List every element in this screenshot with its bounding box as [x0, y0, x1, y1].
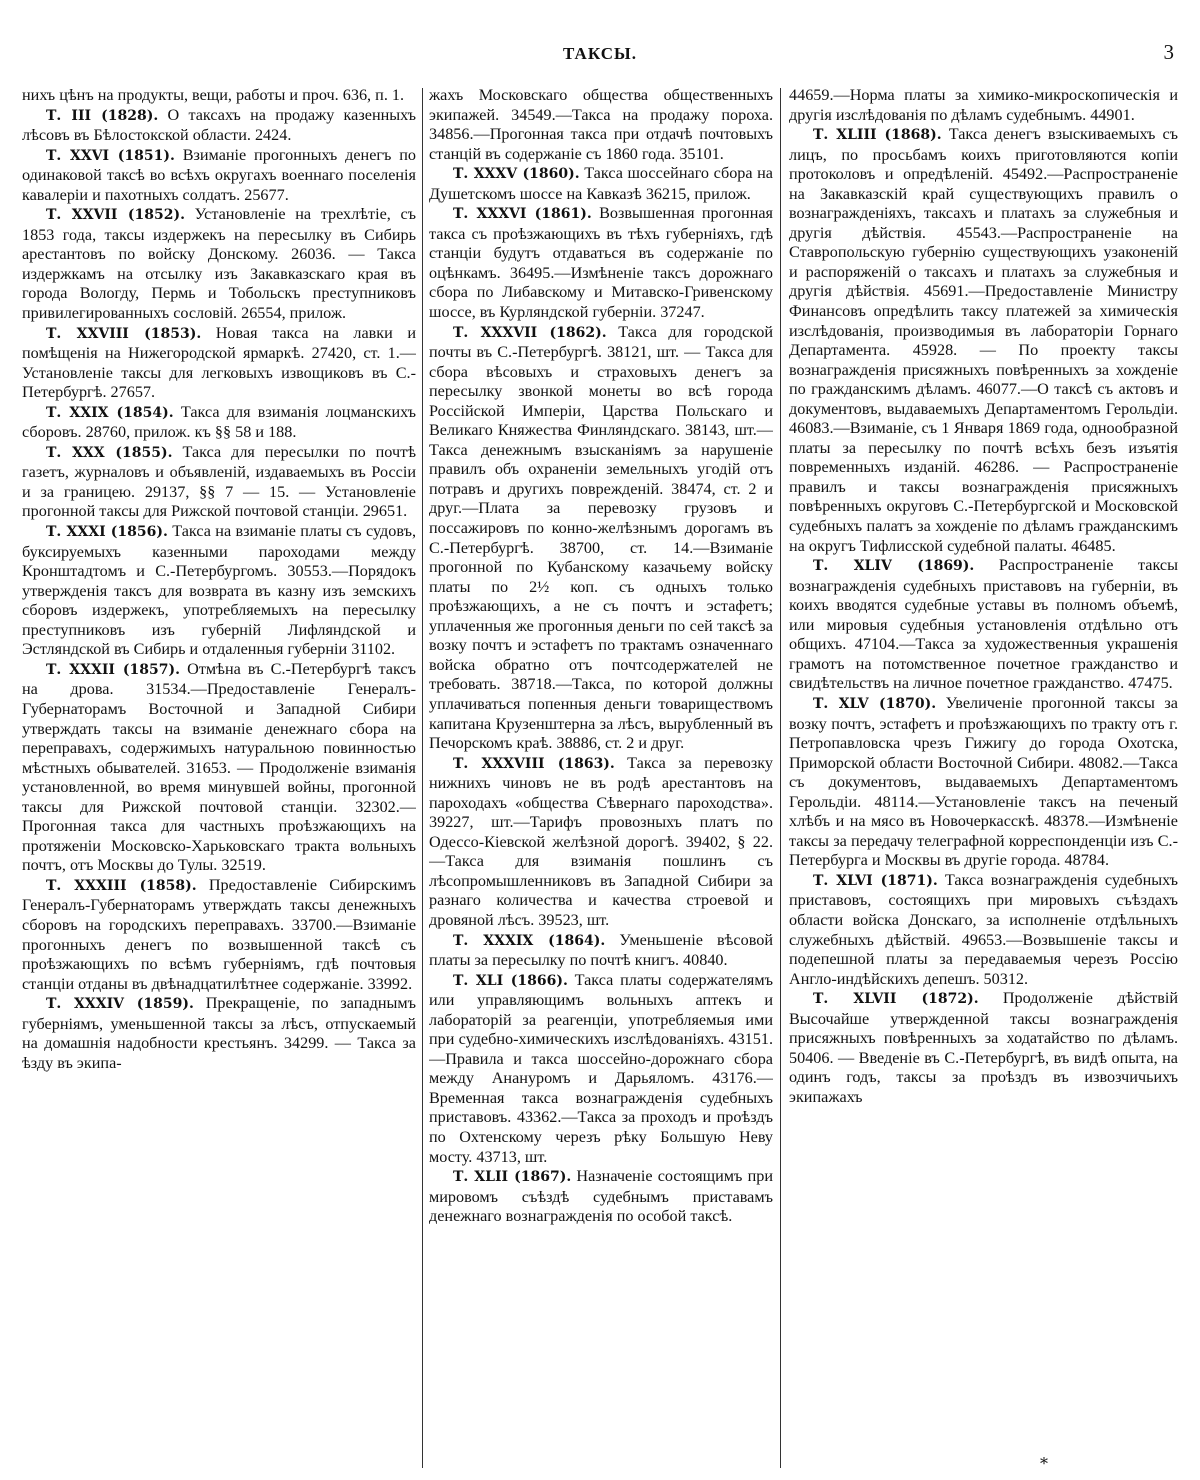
index-entry	[22, 403, 416, 443]
index-entry	[22, 205, 416, 323]
volume-year-lead: Т. XLI (1866).	[453, 972, 568, 989]
entry-text: Предоставленіе Сибирскимъ Генералъ-Губернаторамъ утверждать таксы денежныхъ сборовъ на городскихъ переправахъ. 33700.—Взиманіе прогонныхъ денегъ по возвышенной таксѣ съ проѣзжающихъ по всѣмъ губерніямъ, гдѣ почтовыя станціи отданы въ двѣнадцатилѣтнее содержаніе. 33992.	[22, 875, 416, 993]
volume-year-lead: Т. XLIII (1868).	[813, 127, 942, 144]
entry-text: Такса платы содержателямъ или управляющимъ вольныхъ аптекъ и лабораторій за реагенціи, употребляемыя ими при судебно-химическихъ изслѣдованіяхъ. 43151.—Правила и такса шоссейно-дорожнаго сбора между Анануромъ и Дарьяломъ. 43176.—Временная такса вознагражденія судебныхъ приставовъ. 43362.—Такса за проходъ и проѣздъ по Охтенскому черезъ рѣку Большую Неву мосту. 43713, шт.	[429, 970, 773, 1166]
entry-text: О таксахъ на продажу казенныхъ лѣсовъ въ Бѣлостокской области. 2424.	[22, 105, 416, 145]
entry-text: Взиманіе прогонныхъ денегъ по одинаковой таксѣ во всѣхъ округахъ военнаго поселенія кавалеріи и пахотныхъ солдатъ. 25677.	[22, 145, 416, 204]
volume-year-lead: Т. XXXVIII (1863).	[453, 755, 615, 772]
volume-year-lead: Т. XXXI (1856).	[46, 524, 168, 541]
entry-text: Такса вознагражденія судебныхъ приставовъ, состоящихъ при мировыхъ съѣздахъ области войска Донскаго, за исполненіе отдѣльныхъ служебныхъ дѣйствій. 49653.—Возвышеніе таксы и подепешной платы за передаваемыя черезъ Россію Англо-индѣйскихъ депешъ. 50312.	[789, 870, 1178, 988]
entry-text: Увеличеніе прогонной таксы за возку почтъ, эстафетъ и проѣзжающихъ по тракту отъ г. Петропавловска чрезъ Гижигу до города Охотска, Приморской области Восточной Сибири. 48082.—Такса съ документовъ, выдаваемыхъ Департаментомъ Герольдіи. 48114.—Установленіе таксъ на печеный хлѣбъ и на мясо въ Новочеркасскѣ. 48378.—Измѣненіе таксы за передачу телеграфной корреспонденціи изъ С.-Петербурга и Москвы въ другіе города. 48784.	[789, 693, 1178, 870]
index-entry	[429, 323, 773, 754]
volume-year-lead: Т. XXXIII (1858).	[46, 877, 197, 894]
index-entry	[22, 324, 416, 403]
index-entry	[429, 164, 773, 204]
entry-text: 44659.—Норма платы за химико-микроскопическія и другія изслѣдованія по дѣламъ судебнымъ. 44901.	[789, 86, 1178, 124]
column-1	[22, 86, 416, 1471]
volume-year-lead: Т. XXXVII (1862).	[453, 324, 607, 341]
index-entry	[789, 989, 1178, 1107]
index-entry	[22, 106, 416, 146]
index-entry	[22, 660, 416, 876]
entry-text: Возвышенная прогонная такса съ проѣзжающихъ въ тѣхъ губерніяхъ, гдѣ станціи будутъ отдаваться въ содержаніе по оцѣнкамъ. 36495.—Измѣненіе таксъ дорожнаго сбора по Либавскому и Митавско-Гривенскому шоссе, въ Курляндской губерніи. 37247.	[429, 204, 773, 322]
volume-year-lead: Т. XXXIX (1864).	[453, 932, 606, 949]
volume-year-lead: Т. XXIX (1854).	[46, 404, 174, 421]
volume-year-lead: Т. III (1828).	[46, 107, 159, 124]
volume-year-lead: Т. XXX (1855).	[46, 444, 173, 461]
column-divider	[780, 88, 781, 1468]
index-entry	[789, 125, 1178, 556]
volume-year-lead: Т. XXXIV (1859).	[46, 996, 194, 1013]
volume-year-lead: Т. XLII (1867).	[453, 1169, 572, 1186]
index-entry	[789, 556, 1178, 694]
entry-text: жахъ Московскаго общества общественныхъ экипажей. 34549.—Такса на продажу пороха. 34856.—Прогонная такса при отдачѣ почтовыхъ станцій въ содержаніе съ 1860 года. 35101.	[429, 86, 773, 163]
index-entry	[789, 871, 1178, 989]
index-entry	[22, 876, 416, 994]
signature-mark: *	[1040, 1454, 1048, 1473]
running-title: ТАКСЫ.	[563, 44, 637, 63]
entry-text: Уменьшеніе вѣсовой платы за пересылку по почтѣ книгъ. 40840.	[429, 930, 773, 970]
volume-year-lead: Т. XXXVI (1861).	[453, 206, 592, 223]
entry-text: Такса денегъ взыскиваемыхъ съ лицъ, по просьбамъ коихъ приготовляются копіи протоколовъ и опредѣленій. 45492.—Распространеніе на Закавказскій край существующихъ правилъ о вознагражденіяхъ, таксахъ и платахъ за служебныя и другія дѣйствія. 45543.—Распространеніе на Ставропольскую губернію существующихъ узаконеній и распоряженій о таксахъ и платахъ за служебныя и другія дѣйствія. 45691.—Предоставленіе Министру Финансовъ опредѣлить таксу платежей за химическія изслѣдованія, производимыя въ лабораторіи Горнаго Департамента. 45928. — По проекту таксы вознагражденія присяжныхъ повѣренныхъ за хожденіе по гражданскимъ дѣламъ. 46077.—О таксѣ съ актовъ и документовъ, выдаваемыхъ Департаментомъ Герольдіи. 46083.—Взиманіе, съ 1 Января 1869 года, однообразной платы за пересылку по почтѣ всѣхъ безъ изъятія повременныхъ изданій. 46286. — Распространеніе правилъ и таксы вознагражденія присяжныхъ повѣренныхъ округовъ С.-Петербургской и Московской судебныхъ палатъ за хожденіе по дѣламъ гражданскимъ на округъ Тифлисской судебной палаты. 46485.	[789, 125, 1178, 555]
index-entry	[429, 931, 773, 971]
entry-text: Такса для пересылки по почтѣ газетъ, журналовъ и объявленій, издаваемыхъ въ Россіи и за границею. 29137, §§ 7 — 15. — Установленіе прогонной таксы для Рижской почтовой станціи. 29651.	[22, 442, 416, 521]
entry-text: Назначеніе состоящимъ при мировомъ съѣздѣ судебнымъ приставамъ денежнаго вознагражденія по особой таксѣ.	[429, 1167, 773, 1226]
entry-text: Продолженіе дѣйствій Высочайше утвержденной таксы вознагражденія присяжныхъ повѣренныхъ за ходатайство по дѣламъ. 50406. — Введеніе въ С.-Петербургѣ, въ видѣ опыта, на одинъ годъ, таксы за проѣздъ въ извозчичьихъ экипажахъ	[789, 989, 1178, 1106]
index-entry	[22, 443, 416, 522]
column-3	[789, 86, 1178, 1471]
page-header	[0, 40, 1200, 68]
entry-text: Такса на взиманіе платы съ судовъ, буксируемыхъ казенными пароходами между Кронштадтомъ и С.-Петербургомъ. 30553.—Порядокъ утвержденія таксъ для возврата въ казну изъ земскихъ сборовъ издержекъ, употребляемыхъ на пересылку преступниковъ изъ губерній Лифляндской и Эстляндской въ Сибирь и отдаленныя губерніи 31102.	[22, 522, 416, 659]
entry-text: Прекращеніе, по западнымъ губерніямъ, уменьшенной таксы за лѣсъ, отпускаемый на домашнія надобности крестьянъ. 34299. — Такса за ѣзду въ экипа-	[22, 994, 416, 1072]
index-entry	[429, 204, 773, 322]
index-entry	[429, 754, 773, 931]
index-entry	[429, 86, 773, 164]
entry-text: Новая такса на лавки и помѣщенія на Нижегородской ярмаркѣ. 27420, ст. 1.—Установленіе таксы для легковыхъ извощиковъ въ С.-Петербургѣ. 27657.	[22, 323, 416, 402]
entry-text: Распространеніе таксы вознагражденія судебныхъ приставовъ на губерніи, въ коихъ вводятся судебные уставы въ полномъ объемѣ, или мировыя судебныя установленія отдѣльно отъ общихъ. 47104.—Такса за художественныя украшенія грамотъ на потомственное почетное гражданство и свидѣтельствъ на личное почетное гражданство. 47475.	[789, 556, 1178, 693]
volume-year-lead: Т. XLVI (1871).	[813, 872, 938, 889]
volume-year-lead: Т. XXXV (1860).	[453, 166, 580, 183]
index-entry	[22, 86, 416, 106]
volume-year-lead: Т. XLV (1870).	[813, 695, 937, 712]
entry-text: нихъ цѣнъ на продукты, вещи, работы и проч. 636, п. 1.	[22, 86, 405, 104]
entry-text: Отмѣна въ С.-Петербургѣ таксъ на дрова. 31534.—Предоставленіе Генералъ-Губернаторамъ Восточной и Западной Сибири утверждать таксы на взиманіе денежнаго сбора на переправахъ, содержимыхъ натуральною повинностью мѣстныхъ обывателей. 31653. — Продолженіе взиманія установленной, во время минувшей войны, прогонной таксы для Рижской почтовой станціи. 32302.—Прогонная такса для частныхъ проѣзжающихъ на протяженіи Московско-Харьковскаго тракта вольныхъ почтъ, отъ Москвы до Тулы. 32519.	[22, 659, 416, 875]
entry-text: Такса для городской почты въ С.-Петербургѣ. 38121, шт. — Такса для сбора вѣсовыхъ и страховыхъ денегъ за пересылку звонкой монеты во всѣ города Россійской Имперіи, Царства Польскаго и Великаго Княжества Финляндскаго. 38143, шт.—Такса денежнымъ взысканіямъ за нарушеніе правилъ объ охраненіи земельныхъ угодій отъ потравъ и другихъ поврежденій. 38474, ст. 2 и друг.—Плата за перевозку грузовъ и поссажировъ по конно-желѣзнымъ дорогамъ въ С.-Петербургѣ. 38700, ст. 14.—Взиманіе прогонной по Кубанскому казачьему войску платы по 2½ коп. съ одныхъ только проѣзжающихъ, а не съ почтъ и эстафетъ; уплаченныя же прогонныя деньги по сей таксѣ за возку почтъ и эстафетъ по трактамъ означеннаго войска обратно отъ почтсодержателей не требовать. 38718.—Такса, по которой должны уплачиваться попенныя деньги товариществомъ капитана Крузенштерна за лѣсъ, вырубленный въ Печорскомъ краѣ. 38886, ст. 2 и друг.	[429, 322, 773, 753]
volume-year-lead: Т. XXVI (1851).	[46, 147, 175, 164]
volume-year-lead: Т. XXVII (1852).	[46, 207, 185, 224]
column-divider	[422, 88, 423, 1468]
entry-text: Такса шоссейнаго сбора на Душетскомъ шоссе на Кавказѣ 36215, прилож.	[429, 164, 773, 203]
volume-year-lead: Т. XXXII (1857).	[46, 661, 180, 678]
index-entry	[22, 522, 416, 660]
index-entry	[22, 146, 416, 206]
page-number: 3	[1163, 40, 1174, 64]
volume-year-lead: Т. XLIV (1869).	[813, 558, 975, 575]
index-entry	[22, 994, 416, 1073]
index-entry	[429, 1167, 773, 1227]
volume-year-lead: Т. XXVIII (1853).	[46, 325, 202, 342]
entry-text: Такса за перевозку нижнихъ чиновъ не въ родѣ арестантовъ на пароходахъ «общества Сѣвернаго пароходства». 39227, шт.—Тарифъ провозныхъ платъ по Одессо-Кіевской желѣзной дорогѣ. 39402, § 22.—Такса для взиманія пошлинъ съ лѣсопромышленниковъ въ Западной Сибири за разнаго количества и качества строевой и дровяной лѣсъ. 39523, шт.	[429, 753, 773, 929]
volume-year-lead: Т. XLVII (1872).	[813, 991, 979, 1008]
column-2	[429, 86, 773, 1471]
index-entry	[789, 694, 1178, 871]
entry-text: Установленіе на трехлѣтіе, съ 1853 года, таксы издержекъ на пересылку въ Сибирь арестантовъ по войску Донскому. 26036. — Такса издержкамъ на отсылку изъ Закавказскаго края въ города Вологду, Пермь и Тобольскъ преступниковъ привилегированныхъ сословій. 26554, прилож.	[22, 205, 416, 323]
entry-text: Такса для взиманія лоцманскихъ сборовъ. 28760, прилож. къ §§ 58 и 188.	[22, 402, 416, 442]
index-entry	[429, 971, 773, 1167]
index-entry	[789, 86, 1178, 125]
